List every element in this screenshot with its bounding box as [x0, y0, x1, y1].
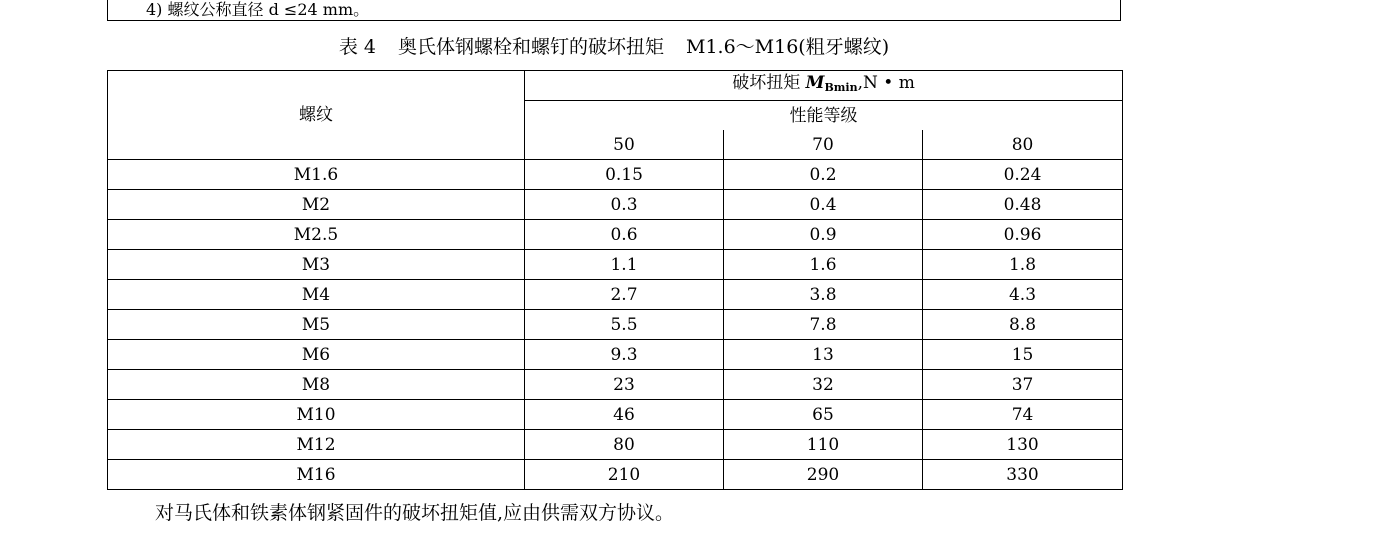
cell-class-50: 80: [525, 430, 724, 460]
cell-thread: M8: [108, 370, 525, 400]
previous-table-footnote-box: [107, 0, 1121, 21]
cell-thread: M2.5: [108, 220, 525, 250]
cell-class-70: 0.9: [724, 220, 923, 250]
cell-class-80: 0.48: [923, 190, 1123, 220]
cell-thread: M12: [108, 430, 525, 460]
header-torque-subscript: Bmin: [824, 81, 858, 94]
table-title-text: 奥氏体钢螺栓和螺钉的破坏扭矩: [397, 36, 664, 58]
cell-class-70: 32: [724, 370, 923, 400]
cell-class-80: 74: [923, 400, 1123, 430]
cell-class-50: 2.7: [525, 280, 724, 310]
cell-thread: M5: [108, 310, 525, 340]
cell-class-50: 0.15: [525, 160, 724, 190]
header-class-70: 70: [724, 130, 923, 160]
table-title-range: M1.6～M16(粗牙螺纹): [686, 36, 890, 58]
cell-class-50: 210: [525, 460, 724, 490]
table-row: [108, 190, 1123, 220]
table-title: [107, 35, 1121, 59]
table-row: [108, 340, 1123, 370]
cell-class-50: 23: [525, 370, 724, 400]
table-row: [108, 400, 1123, 430]
footer-note: 对马氏体和铁素体钢紧固件的破坏扭矩值,应由供需双方协议。: [155, 502, 675, 524]
cell-class-70: 65: [724, 400, 923, 430]
previous-table-footnote: 4) 螺纹公称直径 d ≤24 mm。: [146, 0, 370, 19]
header-class-80: 80: [923, 130, 1123, 160]
breaking-torque-table: [107, 70, 1123, 490]
cell-class-70: 290: [724, 460, 923, 490]
header-torque-symbol: M: [805, 73, 825, 93]
cell-class-80: 37: [923, 370, 1123, 400]
cell-class-70: 1.6: [724, 250, 923, 280]
header-thread: 螺纹: [108, 71, 525, 160]
cell-class-70: 7.8: [724, 310, 923, 340]
cell-class-70: 3.8: [724, 280, 923, 310]
cell-class-80: 0.24: [923, 160, 1123, 190]
cell-class-70: 0.4: [724, 190, 923, 220]
cell-class-80: 0.96: [923, 220, 1123, 250]
cell-class-50: 0.3: [525, 190, 724, 220]
cell-class-50: 0.6: [525, 220, 724, 250]
cell-class-50: 46: [525, 400, 724, 430]
cell-thread: M1.6: [108, 160, 525, 190]
header-breaking-torque: [525, 71, 1123, 101]
table-row: [108, 160, 1123, 190]
cell-class-70: 0.2: [724, 160, 923, 190]
cell-thread: M4: [108, 280, 525, 310]
cell-class-50: 5.5: [525, 310, 724, 340]
cell-class-50: 1.1: [525, 250, 724, 280]
table-row: [108, 370, 1123, 400]
cell-class-50: 9.3: [525, 340, 724, 370]
header-torque-unit: ,N • m: [857, 73, 915, 93]
table-row: [108, 280, 1123, 310]
cell-class-80: 330: [923, 460, 1123, 490]
cell-thread: M2: [108, 190, 525, 220]
header-torque-prefix: 破坏扭矩: [732, 73, 806, 93]
header-property-class: 性能等级: [525, 101, 1123, 131]
cell-class-80: 130: [923, 430, 1123, 460]
cell-class-70: 110: [724, 430, 923, 460]
table-row: [108, 250, 1123, 280]
header-row-torque: [108, 71, 1123, 101]
cell-thread: M10: [108, 400, 525, 430]
cell-class-80: 4.3: [923, 280, 1123, 310]
table-row: [108, 310, 1123, 340]
header-class-50: 50: [525, 130, 724, 160]
cell-class-80: 8.8: [923, 310, 1123, 340]
cell-class-70: 13: [724, 340, 923, 370]
table-title-label: 表 4: [338, 36, 376, 58]
cell-thread: M6: [108, 340, 525, 370]
table-row: [108, 430, 1123, 460]
cell-thread: M16: [108, 460, 525, 490]
cell-class-80: 1.8: [923, 250, 1123, 280]
table-row: [108, 460, 1123, 490]
table-row: [108, 220, 1123, 250]
cell-thread: M3: [108, 250, 525, 280]
cell-class-80: 15: [923, 340, 1123, 370]
